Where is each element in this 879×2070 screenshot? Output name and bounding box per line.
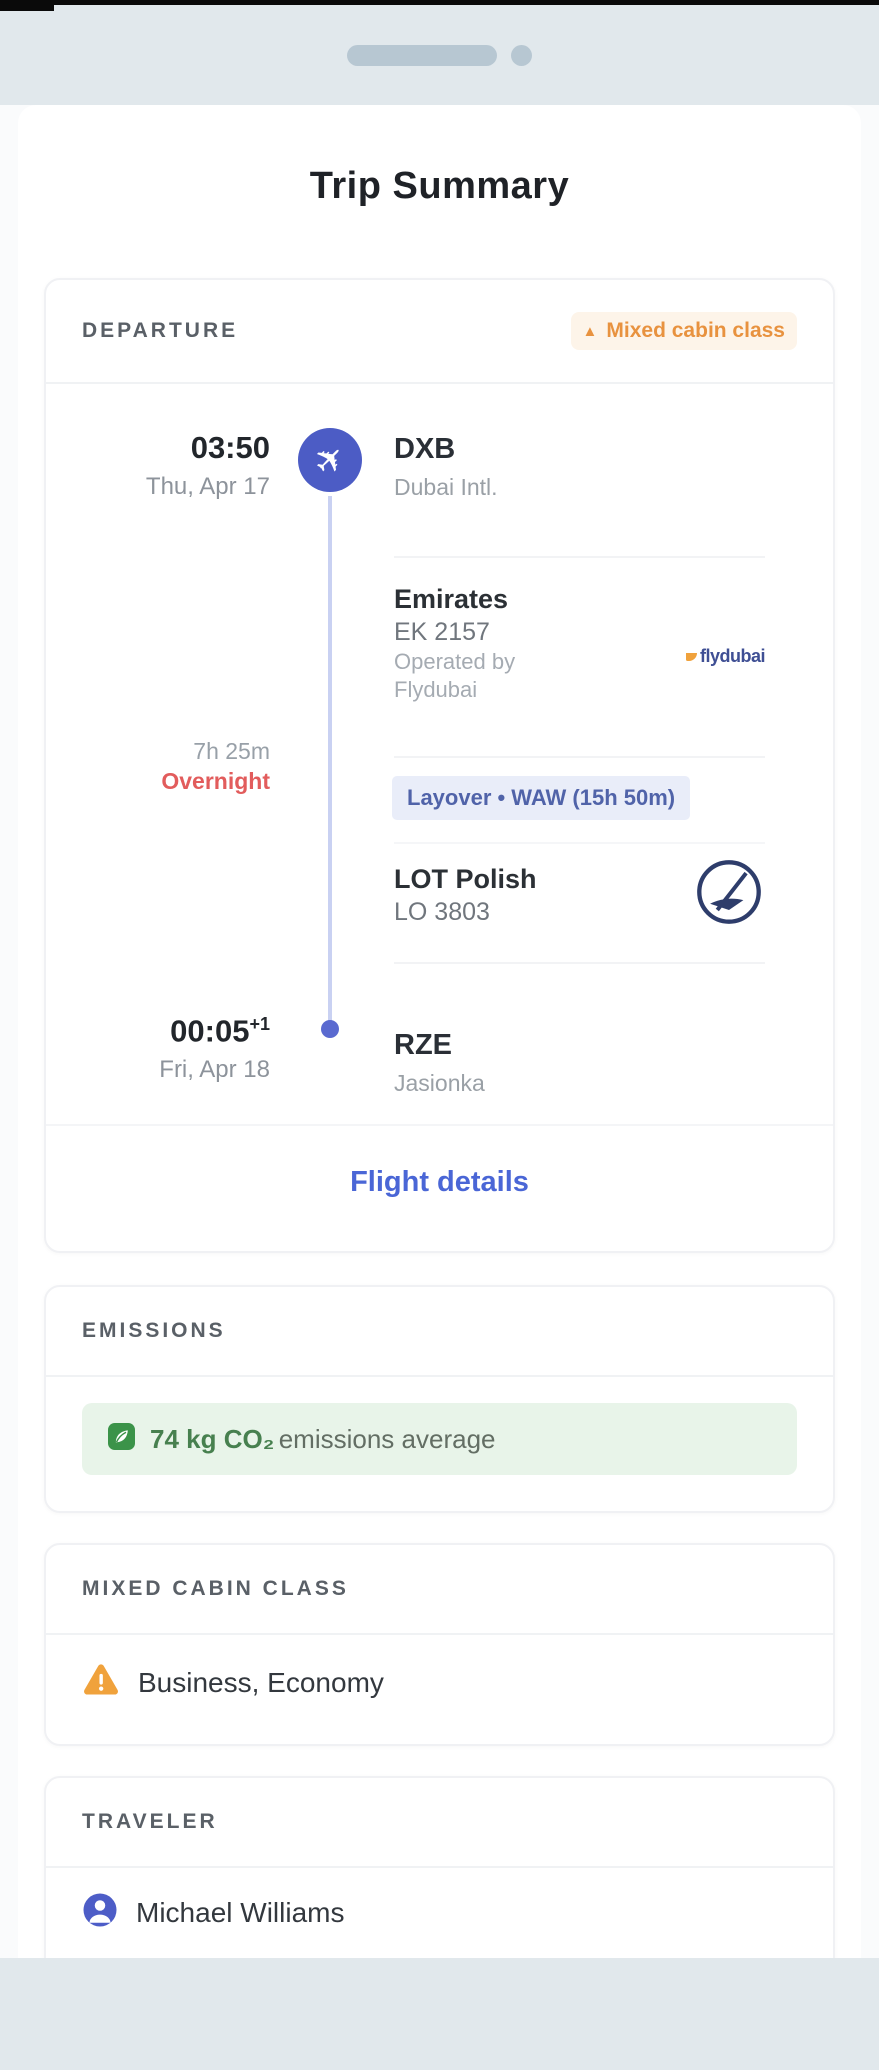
arrival-airport-block [394, 1028, 765, 1098]
emissions-card [44, 1285, 835, 1513]
mixed-cabin-badge [571, 312, 797, 350]
mixed-cabin-section-label: MIXED CABIN CLASS [82, 1577, 349, 1600]
warning-triangle-icon: ▲ [582, 322, 598, 340]
arrival-time: 00:05 [170, 1013, 250, 1049]
departure-time: 03:50 [190, 430, 270, 465]
departure-airport-block [394, 432, 765, 502]
page-title: Trip Summary [309, 165, 570, 207]
drag-handle[interactable] [347, 45, 497, 66]
device-top-bar [0, 0, 879, 5]
emissions-section-label: EMISSIONS [82, 1319, 226, 1342]
emissions-suffix: emissions average [278, 1423, 496, 1454]
arrival-day-offset: +1 [249, 1014, 270, 1034]
segment-divider [394, 756, 765, 758]
device-notch [0, 0, 54, 11]
sheet-footer [0, 1958, 879, 2070]
emissions-value: 74 kg CO₂ [150, 1423, 275, 1454]
departure-card [44, 278, 835, 1253]
mixed-cabin-card [44, 1543, 835, 1746]
plane-icon: ✈ [298, 428, 362, 492]
arrival-airport-name: Jasionka [394, 1070, 485, 1096]
departure-airport-name: Dubai Intl. [394, 474, 498, 500]
segment-divider [394, 556, 765, 558]
first-flight-block [394, 582, 765, 704]
sheet-header [0, 5, 879, 105]
second-flight-airline: LOT Polish [394, 864, 537, 894]
duration-block [46, 736, 270, 796]
segment-divider [394, 842, 765, 844]
flydubai-logo-icon: flydubai [686, 646, 765, 667]
leaf-icon [108, 1423, 135, 1455]
traveler-name: Michael Williams [136, 1896, 345, 1928]
departure-section-label: DEPARTURE [82, 319, 239, 342]
departure-time-block [46, 430, 270, 502]
mixed-cabin-badge-label: Mixed cabin class [606, 319, 785, 342]
overnight-label: Overnight [161, 768, 270, 794]
segment-divider [394, 962, 765, 964]
person-icon [82, 1892, 118, 1933]
flight-details-link[interactable]: Flight details [350, 1166, 529, 1198]
first-flight-number: EK 2157 [394, 618, 490, 646]
arrival-date: Fri, Apr 18 [159, 1056, 270, 1084]
departure-date: Thu, Apr 17 [145, 473, 270, 500]
flight-duration: 7h 25m [193, 738, 270, 764]
arrival-time-block [46, 1006, 270, 1085]
cabin-classes-value: Business, Economy [138, 1666, 384, 1698]
warning-triangle-icon [82, 1663, 120, 1702]
timeline-line [328, 496, 332, 1029]
arrival-airport-code: RZE [394, 1029, 452, 1061]
card-divider [46, 1375, 833, 1377]
lot-polish-logo-icon [693, 856, 765, 933]
flight-timeline [46, 384, 833, 1124]
first-flight-operated-by: Operated by Flydubai [394, 649, 516, 702]
traveler-section-label: TRAVELER [82, 1810, 218, 1833]
layover-chip: Layover • WAW (15h 50m) [392, 776, 690, 820]
trip-summary-sheet [18, 105, 861, 2070]
emissions-banner [82, 1403, 797, 1475]
second-flight-number: LO 3803 [394, 898, 490, 926]
drag-handle-dot[interactable] [511, 45, 532, 66]
first-flight-airline: Emirates [394, 584, 509, 614]
arrival-dot-icon [321, 1020, 339, 1038]
departure-airport-code: DXB [394, 433, 456, 465]
